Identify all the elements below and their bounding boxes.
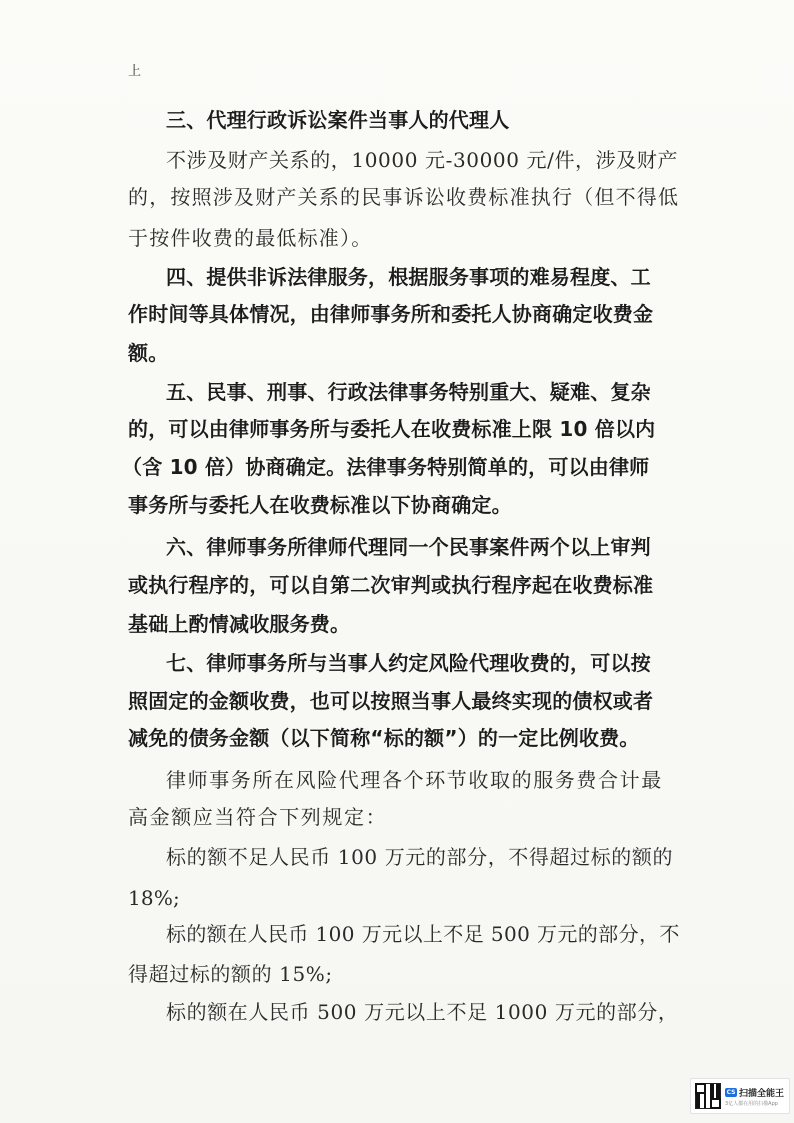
text-line: 律师事务所在风险代理各个环节收取的服务费合计最 <box>166 768 663 792</box>
scanner-name: 扫描全能王 <box>739 1088 785 1099</box>
paragraph-5-line: （含 10 倍）协商确定。法律事务特别简单的，可以由律师 <box>122 455 650 479</box>
scanner-text <box>725 1086 784 1107</box>
paragraph-7-line: 七、律师事务所与当事人约定风险代理收费的，可以按 <box>166 651 651 675</box>
text-line: 于按件收费的最低标准）。 <box>128 226 373 250</box>
paragraph-5-line: 五、民事、刑事、行政法律事务特别重大、疑难、复杂 <box>166 380 651 404</box>
paragraph-5-line: 的，可以由律师事务所与委托人在收费标准上限 10 倍以内 <box>128 417 656 441</box>
paragraph-6-line: 或执行程序的，可以自第二次审判或执行程序起在收费标准 <box>128 573 654 597</box>
text-line: 高金额应当符合下列规定： <box>128 805 388 829</box>
paragraph-4-line: 额。 <box>128 341 169 365</box>
text-line: 的，按照涉及财产关系的民事诉讼收费标准执行（但不得低 <box>128 185 680 209</box>
scanner-brand <box>725 1086 784 1099</box>
text-line: 18%; <box>128 886 180 910</box>
paragraph-6-line: 基础上酌情减收服务费。 <box>128 612 351 636</box>
camscanner-logo-icon: CS <box>726 1088 736 1096</box>
paragraph-5-line: 事务所与委托人在收费标准以下协商确定。 <box>128 493 512 517</box>
text-line: 标的额在人民币 100 万元以上不足 500 万元的部分，不 <box>166 922 680 946</box>
paragraph-4-line: 作时间等具体情况，由律师事务所和委托人协商确定收费金 <box>128 302 654 326</box>
scanner-watermark <box>690 1078 790 1114</box>
section-heading-3: 三、代理行政诉讼案件当事人的代理人 <box>166 108 510 132</box>
scanner-tagline: 3亿人都在用的扫描App <box>725 1100 778 1107</box>
corner-mark: 上 <box>128 64 142 79</box>
paragraph-6-line: 六、律师事务所律师代理同一个民事案件两个以上审判 <box>166 535 651 559</box>
text-line: 标的额在人民币 500 万元以上不足 1000 万元的部分， <box>166 1000 679 1024</box>
paragraph-7-line: 照固定的金额收费，也可以按照当事人最终实现的债权或者 <box>128 689 654 713</box>
text-line: 不涉及财产关系的，10000 元-30000 元/件，涉及财产 <box>166 148 679 172</box>
text-line: 标的额不足人民币 100 万元的部分，不得超过标的额的 <box>166 845 674 869</box>
paragraph-4-line: 四、提供非诉法律服务，根据服务事项的难易程度、工 <box>166 265 651 289</box>
paragraph-7-line: 减免的债务金额（以下简称“标的额”）的一定比例收费。 <box>128 726 640 750</box>
qr-code-icon <box>695 1083 721 1109</box>
text-line: 得超过标的额的 15%; <box>128 962 333 986</box>
